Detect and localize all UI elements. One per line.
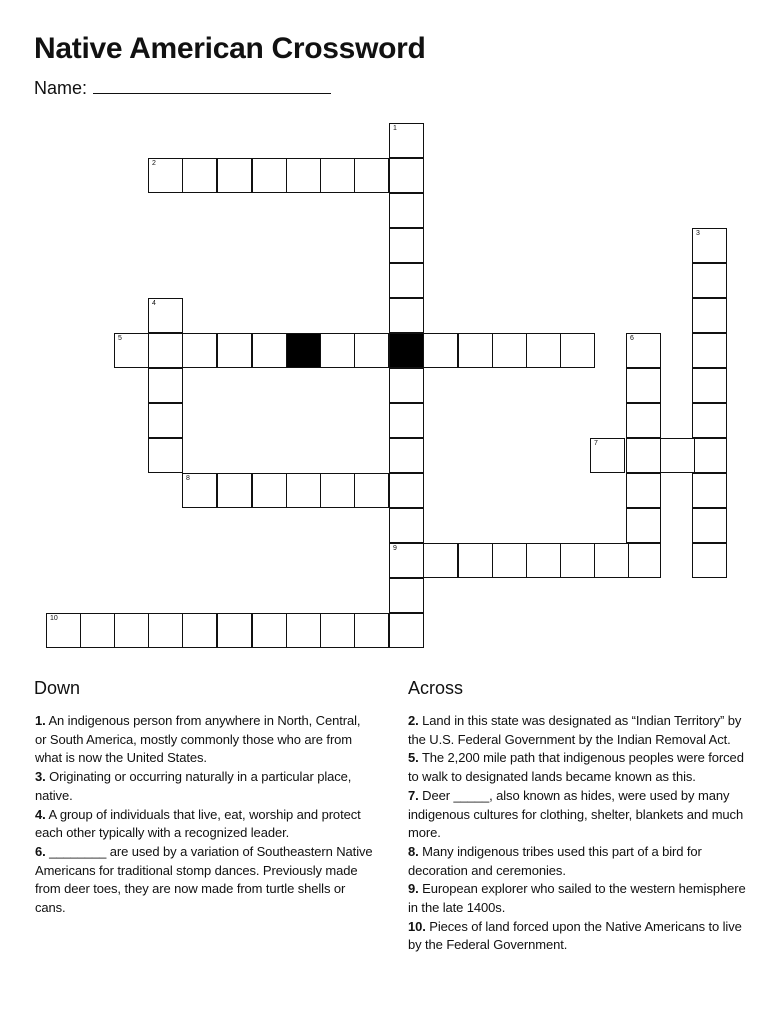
crossword-cell[interactable] xyxy=(389,543,424,578)
clue-number-label: 8 xyxy=(186,475,190,482)
crossword-cell[interactable] xyxy=(626,333,661,368)
crossword-cell[interactable] xyxy=(692,543,727,578)
crossword-cell[interactable] xyxy=(182,333,217,368)
crossword-cell[interactable] xyxy=(692,368,727,403)
clue-number-label: 5 xyxy=(118,335,122,342)
crossword-cell[interactable] xyxy=(354,158,389,193)
clue-number: 1. xyxy=(35,713,46,728)
crossword-cell[interactable] xyxy=(526,543,561,578)
crossword-cell[interactable] xyxy=(148,613,183,648)
clue-text: European explorer who sailed to the western hemisphere in the late 1400s. xyxy=(408,881,746,916)
crossword-cell[interactable] xyxy=(148,403,183,438)
crossword-cell[interactable] xyxy=(286,613,321,648)
crossword-cell[interactable] xyxy=(46,613,81,648)
across-clue xyxy=(408,843,748,880)
crossword-cell[interactable] xyxy=(389,473,424,508)
clue-number-label: 10 xyxy=(50,615,58,622)
clue-number: 10. xyxy=(408,918,426,934)
across-clue xyxy=(408,918,748,955)
crossword-cell[interactable] xyxy=(320,158,355,193)
black-square xyxy=(389,333,424,368)
crossword-cell[interactable] xyxy=(389,193,424,228)
clue-number-label: 1 xyxy=(393,125,397,132)
crossword-cell[interactable] xyxy=(594,543,629,578)
crossword-cell[interactable] xyxy=(560,543,595,578)
crossword-cell[interactable] xyxy=(80,613,115,648)
crossword-cell[interactable] xyxy=(252,158,287,193)
crossword-cell[interactable] xyxy=(389,298,424,333)
crossword-cell[interactable] xyxy=(354,613,389,648)
crossword-cell[interactable] xyxy=(217,333,252,368)
across-clue xyxy=(408,880,748,917)
clue-number-label: 7 xyxy=(594,440,598,447)
crossword-cell[interactable] xyxy=(626,543,661,578)
crossword-cell[interactable] xyxy=(354,473,389,508)
clue-number: 7. xyxy=(408,787,419,803)
name-label: Name: xyxy=(34,78,88,98)
crossword-cell[interactable] xyxy=(389,368,424,403)
black-square xyxy=(286,333,321,368)
down-clue xyxy=(35,768,375,805)
crossword-cell[interactable] xyxy=(626,368,661,403)
clue-number: 4. xyxy=(35,806,46,822)
crossword-cell[interactable] xyxy=(389,158,424,193)
crossword-cell[interactable] xyxy=(692,508,727,543)
crossword-cell[interactable] xyxy=(590,438,625,473)
clue-number: 8. xyxy=(408,843,419,859)
crossword-cell[interactable] xyxy=(389,613,424,648)
crossword-cell[interactable] xyxy=(626,403,661,438)
clue-number: 5. xyxy=(408,750,419,766)
clue-text: A group of individuals that live, eat, worship and protect each other typically with a recognized leader. xyxy=(35,806,361,841)
crossword-cell[interactable] xyxy=(389,438,424,473)
crossword-cell[interactable] xyxy=(148,368,183,403)
crossword-cell[interactable] xyxy=(626,438,661,473)
crossword-cell[interactable] xyxy=(692,333,727,368)
crossword-cell[interactable] xyxy=(626,473,661,508)
crossword-cell[interactable] xyxy=(286,473,321,508)
crossword-cell[interactable] xyxy=(320,613,355,648)
crossword-cell[interactable] xyxy=(148,298,183,333)
crossword-cell[interactable] xyxy=(148,333,183,368)
crossword-cell[interactable] xyxy=(389,578,424,613)
crossword-cell[interactable] xyxy=(389,123,424,158)
clue-text: Pieces of land forced upon the Native Americans to live by the Federal Government. xyxy=(408,918,742,953)
crossword-cell[interactable] xyxy=(458,543,493,578)
crossword-cell[interactable] xyxy=(660,438,695,473)
down-clue xyxy=(35,806,375,843)
crossword-cell[interactable] xyxy=(389,403,424,438)
clue-number-label: 4 xyxy=(152,300,156,307)
crossword-cell[interactable] xyxy=(458,333,493,368)
clue-number: 9. xyxy=(408,881,419,897)
clue-number: 3. xyxy=(35,769,46,785)
crossword-cell[interactable] xyxy=(389,228,424,263)
crossword-cell[interactable] xyxy=(692,438,727,473)
crossword-cell[interactable] xyxy=(692,403,727,438)
across-heading: Across xyxy=(408,678,464,698)
crossword-cell[interactable] xyxy=(148,158,183,193)
crossword-cell[interactable] xyxy=(389,263,424,298)
crossword-cell[interactable] xyxy=(252,613,287,648)
crossword-cell[interactable] xyxy=(389,508,424,543)
crossword-cell[interactable] xyxy=(252,473,287,508)
crossword-cell[interactable] xyxy=(182,613,217,648)
clue-text: Land in this state was designated as “Indian Territory” by the U.S. Federal Government by the Indian Removal Act. xyxy=(408,713,742,747)
crossword-cell[interactable] xyxy=(626,508,661,543)
clue-number: 2. xyxy=(408,713,419,728)
across-clue xyxy=(408,712,748,749)
clue-number-label: 6 xyxy=(630,335,634,342)
crossword-cell[interactable] xyxy=(320,333,355,368)
crossword-cell[interactable] xyxy=(423,543,458,578)
down-clue xyxy=(35,712,375,768)
crossword-cell[interactable] xyxy=(492,543,527,578)
crossword-cell[interactable] xyxy=(692,228,727,263)
down-heading: Down xyxy=(34,678,81,698)
clue-number-label: 2 xyxy=(152,160,156,167)
crossword-cell[interactable] xyxy=(217,613,252,648)
crossword-cell[interactable] xyxy=(320,473,355,508)
crossword-cell[interactable] xyxy=(354,333,389,368)
crossword-cell[interactable] xyxy=(526,333,561,368)
clue-text: An indigenous person from anywhere in North, Central, or South America, mostly commonly those who are from what is now the United States. xyxy=(35,713,361,766)
across-clue-list xyxy=(408,712,748,955)
crossword-cell[interactable] xyxy=(286,158,321,193)
crossword-cell[interactable] xyxy=(692,298,727,333)
crossword-cell[interactable] xyxy=(692,473,727,508)
crossword-cell[interactable] xyxy=(252,333,287,368)
clue-text: Originating or occurring naturally in a particular place, native. xyxy=(35,769,352,803)
crossword-cell[interactable] xyxy=(148,438,183,473)
down-clue xyxy=(35,843,375,918)
crossword-cell[interactable] xyxy=(560,333,595,368)
crossword-cell[interactable] xyxy=(114,333,149,368)
crossword-cell[interactable] xyxy=(217,158,252,193)
crossword-cell[interactable] xyxy=(692,263,727,298)
clue-number-label: 3 xyxy=(696,230,700,237)
clue-number: 6. xyxy=(35,843,46,859)
crossword-cell[interactable] xyxy=(182,158,217,193)
clue-text: Deer _____, also known as hides, were used by many indigenous cultures for clothing, shelter, blankets and much more. xyxy=(408,787,744,841)
clue-number-label: 9 xyxy=(393,545,397,552)
clue-text: The 2,200 mile path that indigenous peoples were forced to walk to designated lands became known as this. xyxy=(408,750,744,785)
down-clue-list xyxy=(35,712,375,918)
clue-text: ________ are used by a variation of Southeastern Native Americans for traditional stomp dances. Previously made from deer toes, they are now made from turtle shells or cans. xyxy=(35,843,373,916)
across-clue xyxy=(408,787,748,843)
clue-text: Many indigenous tribes used this part of a bird for decoration and ceremonies. xyxy=(408,843,702,878)
crossword-cell[interactable] xyxy=(492,333,527,368)
crossword-cell[interactable] xyxy=(114,613,149,648)
page-title: Native American Crossword xyxy=(34,32,426,65)
crossword-cell[interactable] xyxy=(217,473,252,508)
crossword-cell[interactable] xyxy=(182,473,217,508)
across-clue xyxy=(408,749,748,786)
crossword-cell[interactable] xyxy=(423,333,458,368)
